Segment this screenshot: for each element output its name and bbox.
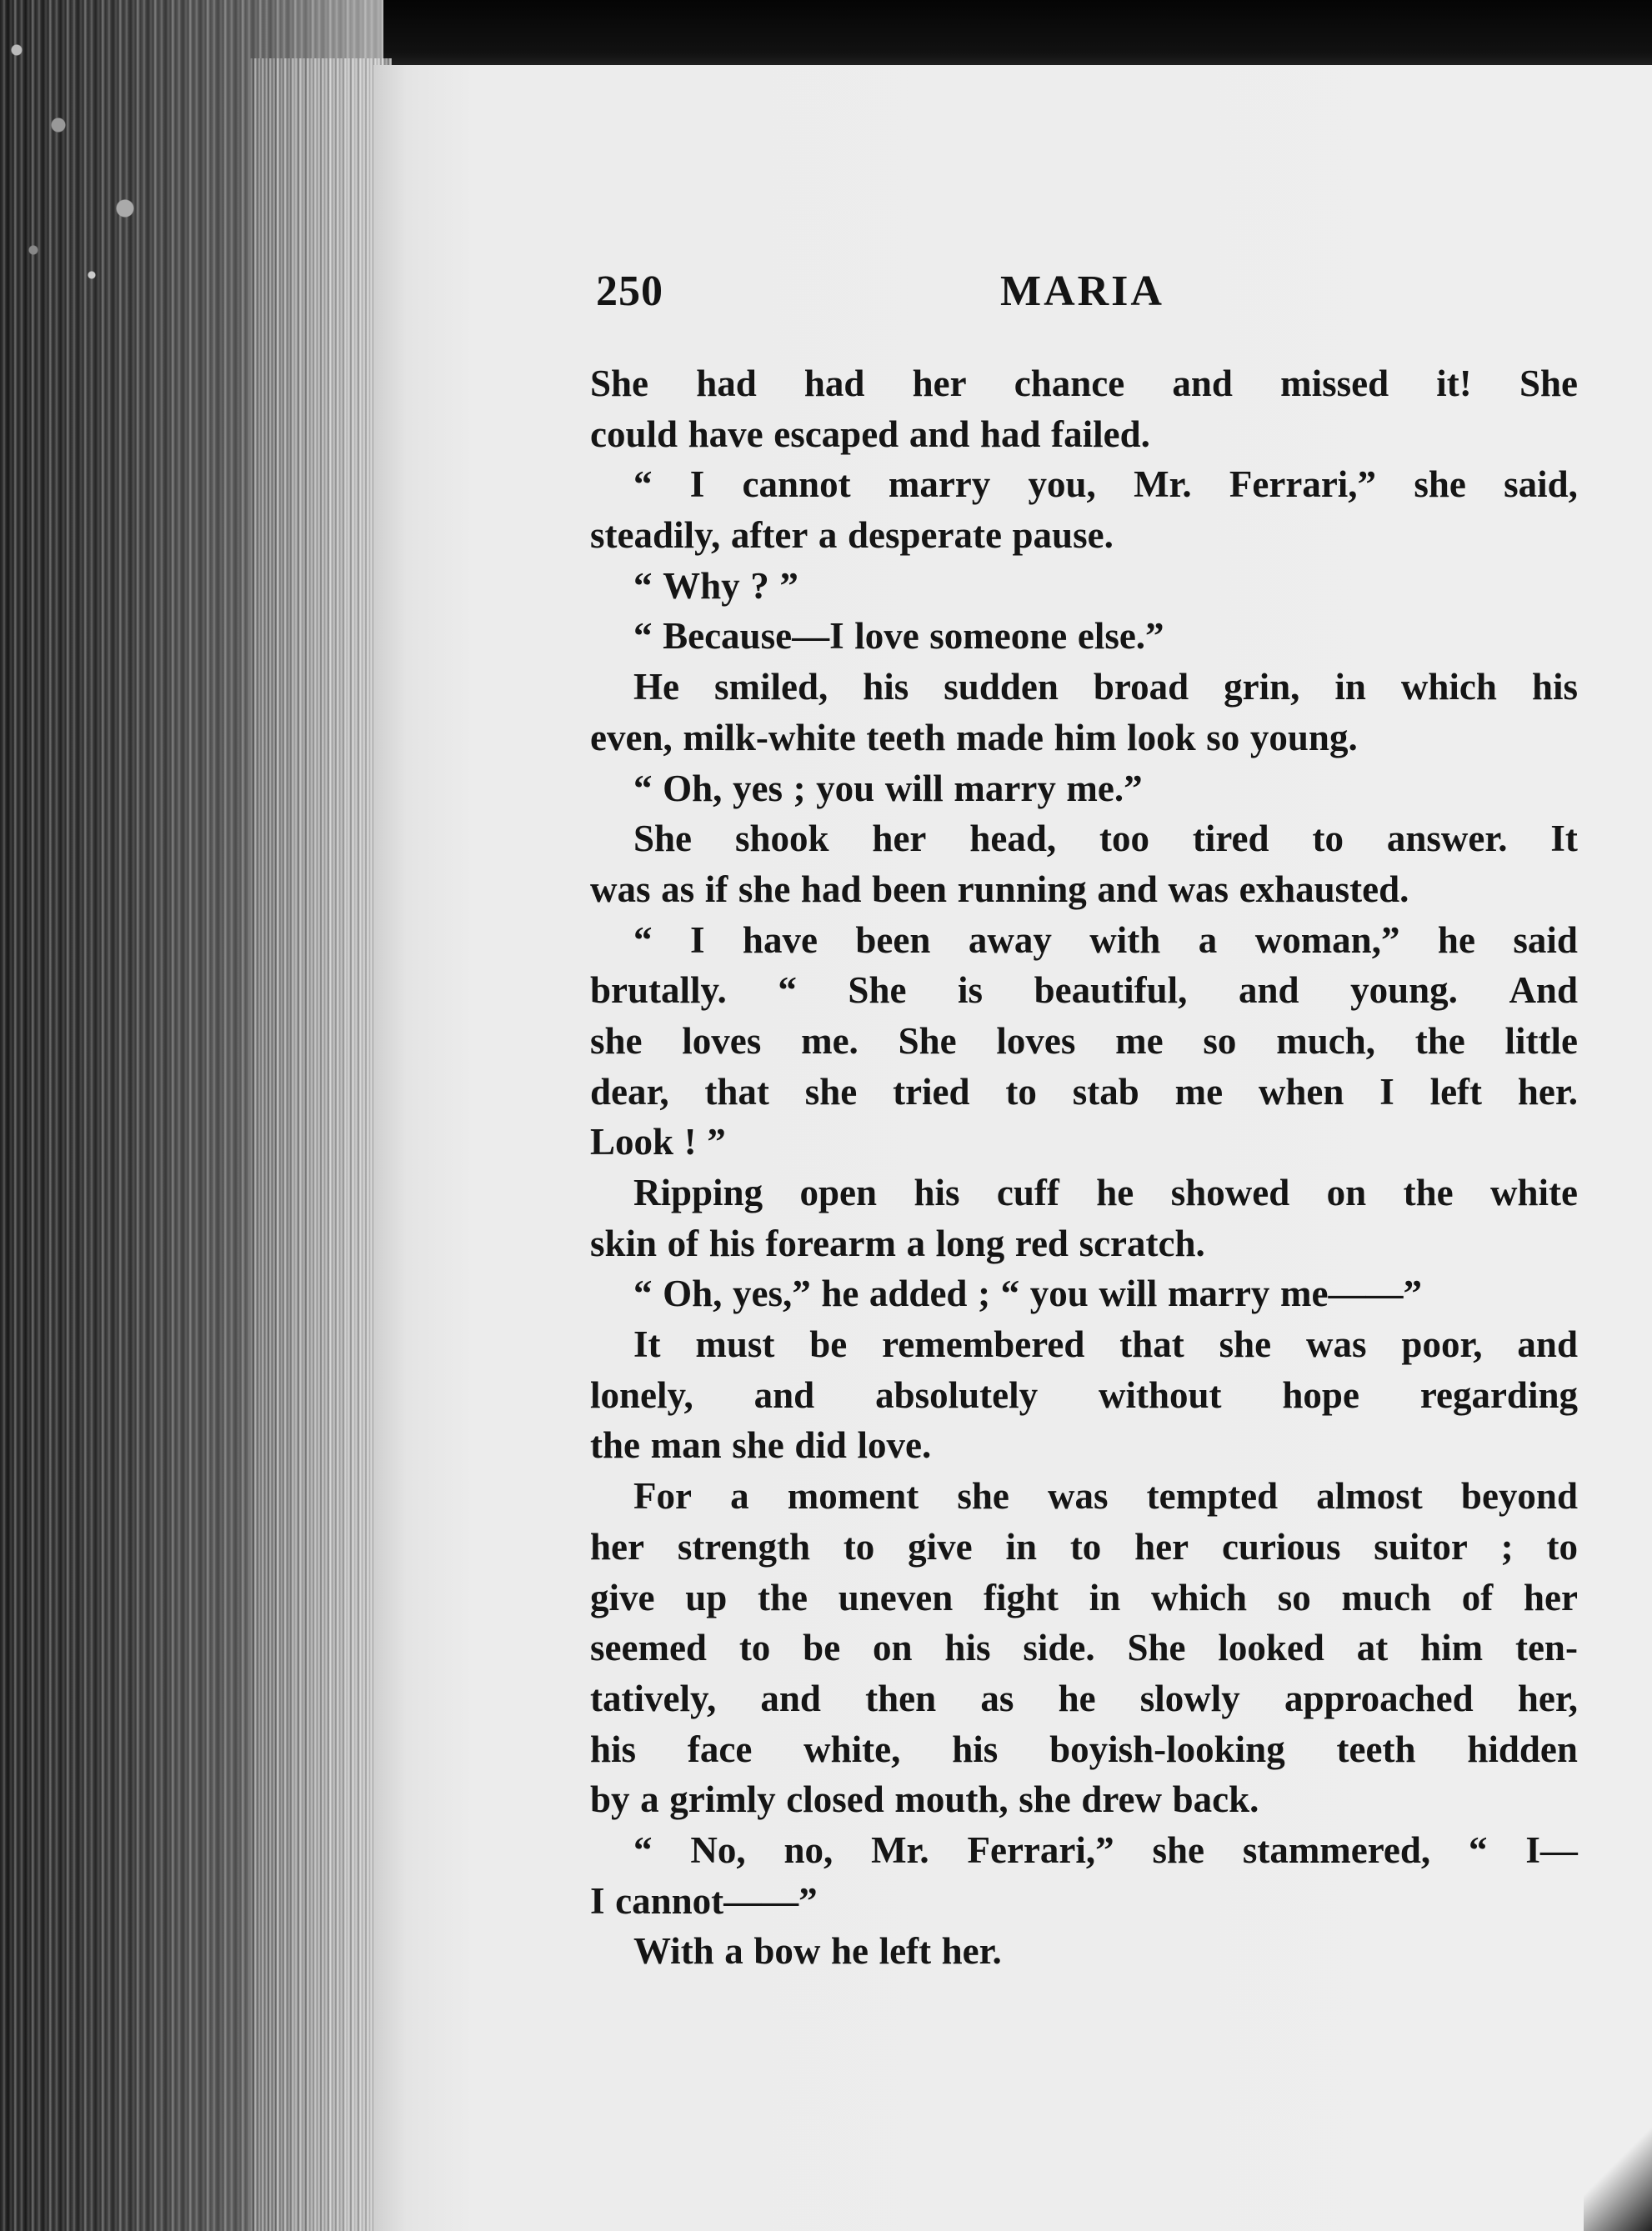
- text-line: [590, 1522, 1578, 1573]
- text-line: [590, 611, 1578, 662]
- word: she: [1414, 463, 1466, 506]
- word: She: [898, 1019, 957, 1062]
- word: his: [863, 666, 909, 708]
- text-line: [590, 915, 1578, 966]
- word: so: [1206, 716, 1240, 758]
- word: a: [640, 1778, 659, 1821]
- text-line: [590, 1218, 1578, 1269]
- word: “: [633, 1273, 653, 1315]
- word: red: [1014, 1222, 1069, 1264]
- word: young.: [1249, 716, 1358, 758]
- word: will: [884, 767, 944, 809]
- text-line: [590, 1774, 1578, 1825]
- word: is: [958, 969, 984, 1012]
- word: forearm: [765, 1222, 896, 1264]
- word: approached: [1284, 1677, 1474, 1719]
- page-number: 250: [596, 268, 663, 315]
- page-header: [596, 267, 1579, 325]
- word: had: [979, 413, 1041, 455]
- word: up: [685, 1576, 728, 1618]
- word: ”: [707, 1121, 726, 1163]
- word: “: [633, 615, 653, 658]
- word: after: [730, 514, 808, 557]
- word: and: [1238, 969, 1299, 1012]
- word: even,: [590, 716, 673, 758]
- word: exhausted.: [1239, 868, 1409, 910]
- word: tempted: [1146, 1475, 1279, 1518]
- word: of: [667, 1222, 699, 1264]
- word: no,: [783, 1828, 834, 1871]
- word: a: [730, 1475, 749, 1518]
- word: With: [633, 1930, 714, 1973]
- word: look: [1127, 716, 1196, 758]
- text-line: [590, 864, 1578, 915]
- word: side.: [1023, 1627, 1095, 1669]
- word: ten-: [1514, 1627, 1578, 1669]
- gutter-fade: [250, 58, 392, 2231]
- word: said,: [1504, 463, 1578, 506]
- text-line: [590, 713, 1578, 763]
- word: cannot: [742, 463, 851, 506]
- word: failed.: [1051, 413, 1150, 455]
- word: woman,”: [1254, 918, 1400, 961]
- word: will: [1099, 1273, 1158, 1315]
- text-line: [590, 1573, 1578, 1623]
- word: then: [865, 1677, 937, 1719]
- text-line: [590, 1370, 1578, 1421]
- word: me: [1174, 1070, 1224, 1113]
- word: away: [968, 918, 1052, 961]
- word: much,: [1276, 1019, 1375, 1062]
- word: shook: [734, 818, 829, 860]
- word: you: [816, 767, 875, 809]
- word: that: [704, 1070, 769, 1113]
- word: at: [1356, 1627, 1389, 1669]
- word: as: [980, 1677, 1014, 1719]
- word: left: [1429, 1070, 1483, 1113]
- text-line: [590, 409, 1578, 460]
- word: could: [590, 413, 678, 455]
- word: his: [1531, 666, 1578, 708]
- word: boyish-looking: [1049, 1728, 1285, 1770]
- text-line: [590, 1876, 1578, 1927]
- word: ;: [1500, 1525, 1514, 1568]
- word: young.: [1350, 969, 1458, 1012]
- word: his: [944, 1627, 991, 1669]
- word: his: [914, 1172, 960, 1213]
- word: seemed: [590, 1627, 707, 1669]
- word: regarding: [1419, 1373, 1578, 1416]
- word: said: [1513, 918, 1578, 961]
- word: fight: [984, 1576, 1059, 1618]
- word: she: [957, 1475, 1009, 1518]
- word: “: [1469, 1828, 1488, 1871]
- word: white,: [803, 1728, 901, 1770]
- word: “: [633, 767, 653, 809]
- word: must: [695, 1323, 775, 1366]
- word: her.: [1517, 1070, 1578, 1113]
- text-line: [590, 510, 1578, 561]
- text-line: [590, 1319, 1578, 1370]
- word: her: [872, 818, 927, 860]
- word: tried: [893, 1070, 970, 1113]
- word: her: [912, 363, 967, 404]
- page-body: [590, 358, 1578, 1977]
- word: brutally.: [590, 969, 727, 1012]
- word: Oh,: [663, 767, 723, 809]
- word: that: [1119, 1323, 1184, 1366]
- word: smiled,: [713, 666, 829, 708]
- word: closed: [786, 1778, 884, 1821]
- word: of: [1461, 1576, 1494, 1618]
- word: Ferrari,”: [1229, 463, 1377, 506]
- word: added: [869, 1273, 968, 1315]
- word: him: [1054, 716, 1117, 758]
- word: a: [724, 1930, 743, 1973]
- word: And: [1509, 969, 1578, 1012]
- word: I: [689, 463, 705, 506]
- word: someone: [929, 615, 1068, 658]
- word: scratch.: [1079, 1222, 1205, 1264]
- word: She: [848, 969, 907, 1012]
- word: No,: [690, 1828, 746, 1871]
- word: a: [818, 514, 838, 557]
- word: head,: [969, 818, 1057, 860]
- word: sudden: [944, 666, 1059, 708]
- word: strength: [677, 1525, 810, 1568]
- text-line: [590, 1117, 1578, 1168]
- word: hidden: [1467, 1728, 1578, 1770]
- word: have: [742, 918, 818, 961]
- word: was: [590, 868, 651, 910]
- word: “: [633, 463, 653, 506]
- word: long: [935, 1222, 1005, 1264]
- word: Oh,: [663, 1273, 723, 1315]
- word: She: [1519, 363, 1578, 404]
- text-line: [590, 1067, 1578, 1118]
- word: dear,: [590, 1070, 669, 1113]
- word: if: [704, 868, 728, 910]
- word: ?: [750, 564, 769, 607]
- word: you,: [1028, 463, 1096, 506]
- word: missed: [1280, 363, 1389, 404]
- word: suitor: [1374, 1525, 1468, 1568]
- word: you: [1029, 1273, 1089, 1315]
- word: made: [955, 716, 1044, 758]
- word: me——”: [1280, 1273, 1422, 1315]
- word: yes: [732, 767, 783, 809]
- word: was: [1306, 1323, 1367, 1366]
- word: pause.: [1012, 514, 1114, 557]
- word: on: [1326, 1172, 1367, 1213]
- word: be: [803, 1627, 841, 1669]
- word: a: [906, 1222, 926, 1264]
- word: yes,”: [732, 1273, 811, 1315]
- word: I: [1379, 1070, 1394, 1113]
- word: running: [957, 868, 1087, 910]
- word: been: [872, 868, 948, 910]
- word: hope: [1282, 1373, 1359, 1416]
- word: She: [1127, 1627, 1186, 1669]
- word: she: [1219, 1323, 1272, 1366]
- text-line: [590, 358, 1578, 409]
- word: left: [879, 1930, 932, 1973]
- word: poor,: [1401, 1323, 1483, 1366]
- text-line: [590, 1471, 1578, 1522]
- word: stab: [1072, 1070, 1139, 1113]
- word: his: [590, 1728, 637, 1770]
- word: in: [1334, 666, 1366, 708]
- word: in: [1005, 1525, 1037, 1568]
- word: by: [590, 1778, 630, 1821]
- word: face: [687, 1728, 753, 1770]
- word: she: [738, 868, 791, 910]
- word: It: [633, 1323, 661, 1366]
- text-line: [590, 813, 1578, 864]
- word: he: [1437, 918, 1475, 961]
- word: It: [1550, 818, 1578, 860]
- word: had: [696, 363, 757, 404]
- text-line: [590, 561, 1578, 612]
- word: was: [1048, 1475, 1109, 1518]
- word: cannot——”: [615, 1879, 818, 1922]
- word: drew: [1081, 1778, 1163, 1821]
- word: lonely,: [590, 1373, 693, 1416]
- word: on: [873, 1627, 913, 1669]
- scan-specks: [0, 0, 167, 333]
- running-head: MARIA: [1000, 268, 1164, 315]
- word: and: [1097, 868, 1158, 910]
- word: she: [590, 1019, 643, 1062]
- word: teeth: [866, 716, 946, 758]
- word: loves: [682, 1019, 762, 1062]
- word: his: [708, 1222, 755, 1264]
- word: milk-white: [683, 716, 856, 758]
- word: little: [1504, 1019, 1578, 1062]
- word: me: [1115, 1019, 1164, 1062]
- word: give: [908, 1525, 973, 1568]
- word: skin: [590, 1222, 658, 1264]
- word: “: [633, 1828, 653, 1871]
- text-line: [590, 763, 1578, 814]
- word: he: [1096, 1172, 1134, 1213]
- word: Ripping: [633, 1172, 763, 1213]
- text-line: [590, 1268, 1578, 1319]
- word: her.: [941, 1930, 1002, 1973]
- word: escaped: [773, 413, 899, 455]
- word: I: [689, 918, 705, 961]
- word: open: [799, 1172, 878, 1213]
- word: without: [1099, 1373, 1222, 1416]
- word: looked: [1218, 1627, 1324, 1669]
- word: much: [1341, 1576, 1432, 1618]
- text-line: [590, 1673, 1578, 1724]
- word: his: [952, 1728, 999, 1770]
- word: steadily,: [590, 514, 721, 557]
- word: her,: [1517, 1677, 1578, 1719]
- word: cuff: [996, 1172, 1059, 1213]
- word: marry: [1167, 1273, 1270, 1315]
- word: have: [688, 413, 763, 455]
- word: “: [633, 918, 653, 961]
- word: white: [1489, 1172, 1578, 1213]
- word: loves: [996, 1019, 1076, 1062]
- word: else.”: [1077, 615, 1164, 658]
- word: and: [753, 1373, 815, 1416]
- word: man: [650, 1424, 722, 1467]
- word: to: [1546, 1525, 1578, 1568]
- text-line: [590, 1016, 1578, 1067]
- word: Mr.: [871, 1828, 929, 1871]
- word: Because—I: [663, 615, 844, 658]
- word: showed: [1170, 1172, 1290, 1213]
- word: She: [633, 818, 693, 860]
- word: grimly: [669, 1778, 776, 1821]
- word: as: [661, 868, 695, 910]
- word: Mr.: [1134, 463, 1192, 506]
- word: he: [831, 1930, 869, 1973]
- page-corner-shadow: [1584, 2125, 1652, 2231]
- word: I: [590, 1879, 605, 1922]
- word: she: [1152, 1828, 1204, 1871]
- word: beyond: [1460, 1475, 1578, 1518]
- word: to: [738, 1627, 771, 1669]
- word: curious: [1221, 1525, 1341, 1568]
- text-line: [590, 1926, 1578, 1977]
- word: so: [1203, 1019, 1237, 1062]
- word: me.”: [1066, 767, 1143, 809]
- word: she: [732, 1424, 784, 1467]
- word: For: [633, 1475, 692, 1518]
- text-line: [590, 965, 1578, 1016]
- word: she: [804, 1070, 858, 1113]
- text-line: [590, 1623, 1578, 1673]
- word: back.: [1172, 1778, 1259, 1821]
- word: Why: [663, 564, 740, 607]
- word: remembered: [882, 1323, 1085, 1366]
- word: the: [758, 1576, 808, 1618]
- word: to: [843, 1525, 875, 1568]
- word: almost: [1316, 1475, 1423, 1518]
- word: moment: [787, 1475, 919, 1518]
- word: and: [909, 413, 970, 455]
- word: he: [821, 1273, 859, 1315]
- text-line: [590, 1724, 1578, 1775]
- word: and: [760, 1677, 821, 1719]
- word: tatively,: [590, 1677, 717, 1719]
- word: a: [1198, 918, 1218, 961]
- word: beautiful,: [1034, 969, 1188, 1012]
- word: She: [590, 363, 649, 404]
- word: with: [1089, 918, 1161, 961]
- word: to: [1312, 818, 1344, 860]
- word: her: [590, 1525, 644, 1568]
- word: broad: [1093, 666, 1189, 708]
- word: which: [1151, 1576, 1248, 1618]
- word: love: [854, 615, 919, 658]
- word: her: [1524, 1576, 1578, 1618]
- word: teeth: [1336, 1728, 1416, 1770]
- word: the: [1414, 1019, 1465, 1062]
- word: Look: [590, 1121, 674, 1163]
- word: the: [1403, 1172, 1454, 1213]
- word: ;: [793, 767, 806, 809]
- word: was: [1168, 868, 1229, 910]
- text-line: [590, 1825, 1578, 1876]
- text-line: [590, 1168, 1578, 1218]
- word: mouth,: [894, 1778, 1009, 1821]
- word: too: [1099, 818, 1149, 860]
- word: had: [803, 363, 865, 404]
- word: in: [1089, 1576, 1121, 1618]
- word: grin,: [1224, 666, 1300, 708]
- word: when: [1258, 1070, 1344, 1113]
- word: stammered,: [1242, 1828, 1431, 1871]
- word: marry: [888, 463, 991, 506]
- word: bow: [753, 1930, 821, 1973]
- word: “: [778, 969, 797, 1012]
- word: be: [809, 1323, 848, 1366]
- word: which: [1400, 666, 1497, 708]
- word: He: [633, 666, 679, 708]
- word: to: [1069, 1525, 1102, 1568]
- word: to: [1005, 1070, 1037, 1113]
- word: did: [794, 1424, 847, 1467]
- word: him: [1420, 1627, 1484, 1669]
- word: tired: [1192, 818, 1269, 860]
- word: answer.: [1386, 818, 1508, 860]
- word: and: [1517, 1323, 1578, 1366]
- word: “: [633, 564, 653, 607]
- word: love.: [857, 1424, 932, 1467]
- text-line: [590, 459, 1578, 510]
- word: so: [1277, 1576, 1311, 1618]
- word: he: [1058, 1677, 1096, 1719]
- word: she: [1019, 1778, 1071, 1821]
- word: marry: [954, 767, 1056, 809]
- word: uneven: [838, 1576, 954, 1618]
- word: the: [590, 1424, 640, 1467]
- text-line: [590, 1420, 1578, 1471]
- word: chance: [1014, 363, 1125, 404]
- word: me.: [801, 1019, 859, 1062]
- word: desperate: [847, 514, 1002, 557]
- word: Ferrari,”: [967, 1828, 1114, 1871]
- word: slowly: [1139, 1677, 1240, 1719]
- word: been: [855, 918, 931, 961]
- word: I—: [1525, 1828, 1578, 1871]
- word: give: [590, 1576, 655, 1618]
- word: absolutely: [875, 1373, 1039, 1416]
- word: “: [1000, 1273, 1020, 1315]
- word: and: [1172, 363, 1233, 404]
- word: ;: [978, 1273, 991, 1315]
- word: it!: [1436, 363, 1472, 404]
- text-line: [590, 662, 1578, 713]
- word: ”: [779, 564, 798, 607]
- word: her: [1134, 1525, 1189, 1568]
- word: !: [683, 1121, 697, 1163]
- word: had: [800, 868, 862, 910]
